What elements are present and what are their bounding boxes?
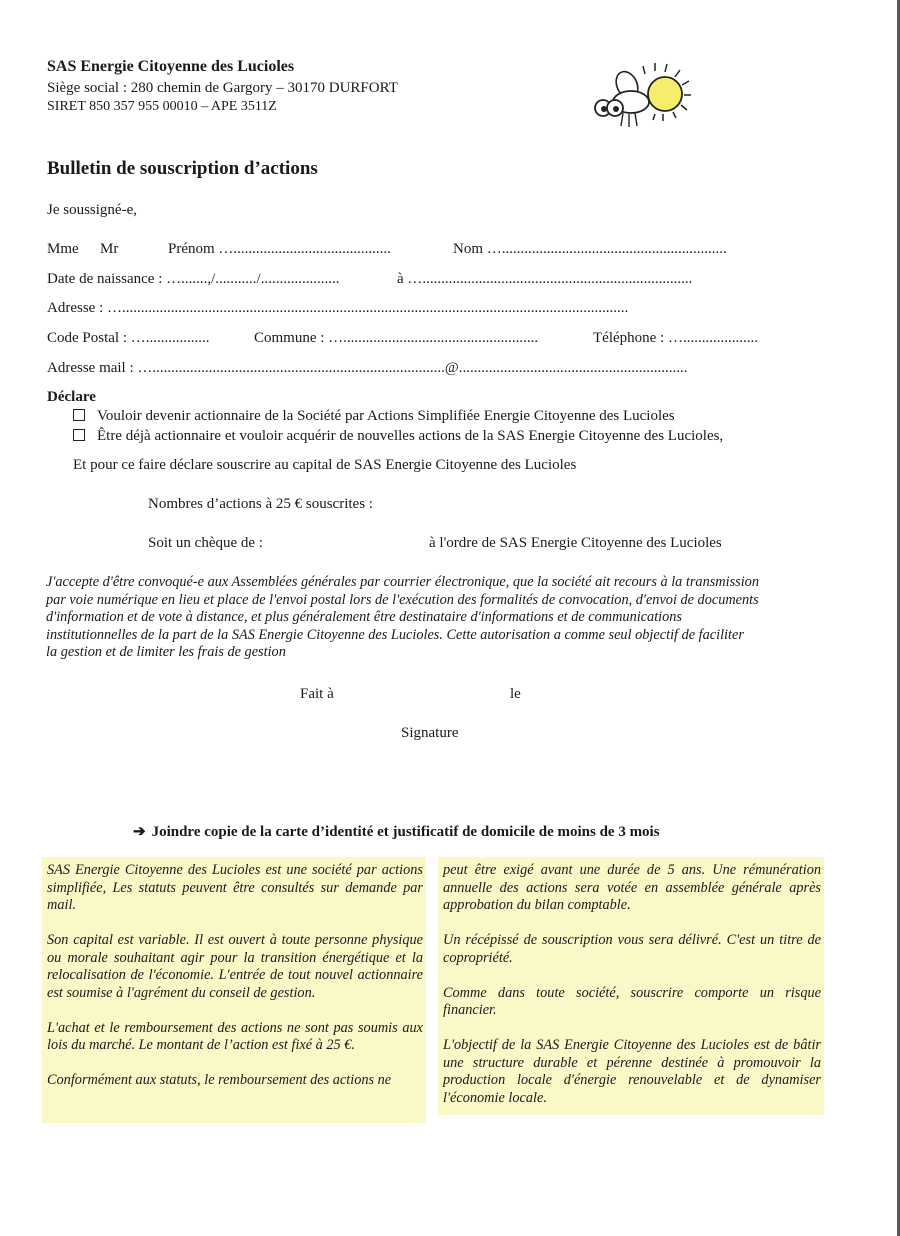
- option-new-shareholder[interactable]: [73, 408, 675, 425]
- info-paragraph: peut être exigé avant une durée de 5 ans. Une rémunération annuelle des actions sera votée en assemblée générale après approbation du bilan comptable.: [443, 862, 821, 913]
- prenom-field[interactable]: Prénom …..........................................: [168, 241, 391, 257]
- consent-line: par voie numérique en lieu et place de l'envoi postal lors de l'exécution des formalités de convocation, d'envoi de documents: [46, 591, 759, 608]
- option-existing-shareholder[interactable]: [73, 428, 723, 445]
- postal-code-field[interactable]: Code Postal : ….................: [47, 330, 210, 346]
- cheque-order: à l'ordre de SAS Energie Citoyenne des Lucioles: [429, 535, 722, 551]
- nom-field[interactable]: Nom …............................................................: [453, 241, 727, 257]
- company-address: Siège social : 280 chemin de Gargory – 30170 DURFORT: [47, 80, 398, 96]
- birthplace-field[interactable]: à …........................................................................: [397, 271, 693, 287]
- info-paragraph: Un récépissé de souscription vous sera délivré. C'est un titre de copropriété.: [443, 932, 821, 966]
- shares-number-label: Nombres d’actions à 25 € souscrites :: [148, 496, 373, 512]
- empty-checkbox-icon[interactable]: [73, 429, 85, 441]
- info-left-column: [47, 862, 423, 1090]
- declare-heading: Déclare: [47, 389, 96, 405]
- date-le-label: le: [510, 686, 521, 702]
- attach-notice-text: Joindre copie de la carte d’identité et justificatif de domicile de moins de 3 mois: [151, 824, 660, 840]
- empty-checkbox-icon[interactable]: [73, 409, 85, 421]
- attach-notice: [133, 822, 660, 841]
- email-field[interactable]: Adresse mail : …..............................................................................@.............................................................: [47, 360, 688, 376]
- phone-field[interactable]: Téléphone : …....................: [593, 330, 758, 346]
- info-paragraph: L'objectif de la SAS Energie Citoyenne des Lucioles est de bâtir une structure durable et pérenne destinée à promouvoir la production locale d'énergie renouvelable et de dynamiser l'économie locale.: [443, 1037, 821, 1106]
- page-title: Bulletin de souscription d’actions: [47, 158, 318, 179]
- info-right-column: [443, 862, 821, 1107]
- consent-line: J'accepte d'être convoqué-e aux Assemblées générales par courrier électronique, que la société ait recours à la transmission: [46, 574, 759, 590]
- info-paragraph: Son capital est variable. Il est ouvert à toute personne physique ou morale souhaitant agir pour la transition énergétique et la relocalisation de l'économie. L'entrée de tout nouvel actionnaire est soumise à l'agrément du conseil de gestion.: [47, 932, 423, 1001]
- consent-line: institutionnelles de la part de la SAS Energie Citoyenne des Lucioles. Cette autorisation a comme seul objectif de faciliter: [46, 626, 744, 643]
- firefly-lightbulb-logo: [585, 60, 695, 135]
- cheque-label: Soit un chèque de :: [148, 535, 263, 551]
- company-name: SAS Energie Citoyenne des Lucioles: [47, 58, 295, 75]
- signature-label: Signature: [401, 725, 459, 741]
- commune-field[interactable]: Commune : …....................................................: [254, 330, 539, 346]
- consent-line: la gestion et de limiter les frais de gestion: [46, 644, 286, 660]
- info-paragraph: Conformément aux statuts, le remboursement des actions ne: [47, 1072, 392, 1088]
- info-paragraph: L'achat et le remboursement des actions ne sont pas soumis aux lois du marché. Le montant de l’action est fixé à 25 €.: [47, 1019, 423, 1053]
- info-paragraph: SAS Energie Citoyenne des Lucioles est une société par actions simplifiée, Les statuts peuvent être consultés sur demande par mail.: [47, 862, 423, 913]
- address-field[interactable]: Adresse : ….......................................................................................................................................: [47, 300, 629, 316]
- birthdate-field[interactable]: Date de naissance : ….......,/.........../.....................: [47, 271, 340, 287]
- info-paragraph: Comme dans toute société, souscrire comporte un risque financier.: [443, 984, 821, 1018]
- declare-statement: Et pour ce faire déclare souscrire au capital de SAS Energie Citoyenne des Lucioles: [73, 457, 577, 473]
- right-arrow-icon: ➔: [133, 824, 146, 840]
- company-siret: SIRET 850 357 955 00010 – APE 3511Z: [47, 99, 277, 114]
- title-mr[interactable]: Mr: [100, 241, 119, 257]
- consent-line: d'information et de vote à distance, et plus généralement être destinataire d'informations et de communications: [46, 609, 682, 625]
- title-mme[interactable]: Mme: [47, 241, 79, 257]
- option-new-shareholder-label: Vouloir devenir actionnaire de la Société par Actions Simplifiée Energie Citoyenne des Lucioles: [97, 408, 675, 424]
- fait-a-label: Fait à: [300, 686, 334, 702]
- consent-paragraph: [46, 574, 759, 662]
- option-existing-shareholder-label: Être déjà actionnaire et vouloir acquérir de nouvelles actions de la SAS Energie Citoyenne des Lucioles,: [97, 428, 724, 444]
- intro-text: Je soussigné-e,: [47, 202, 137, 218]
